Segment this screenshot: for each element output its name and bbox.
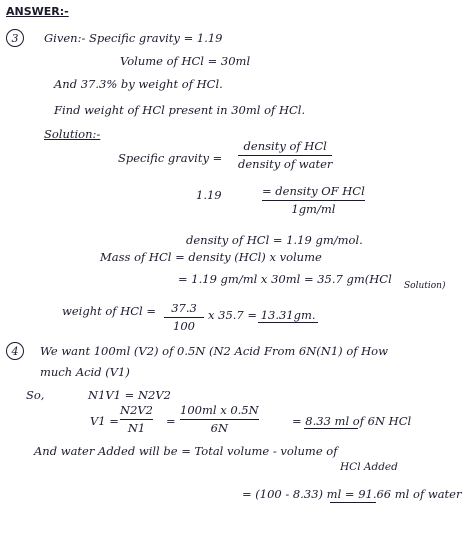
result-underline (330, 502, 376, 503)
fraction-denominator: density of water (238, 156, 333, 171)
fraction-bar (180, 419, 259, 420)
weight-label: weight of HCl = (62, 304, 157, 318)
solution-label: Solution:- (44, 127, 101, 141)
given-volume: Volume of HCl = 30ml (120, 54, 251, 68)
value-1-19: 1.19 (196, 188, 222, 202)
fraction-bar (120, 419, 153, 420)
mass-calculation: = 1.19 gm/ml x 30ml = 35.7 gm(HCl (178, 272, 392, 286)
density-result: density of HCl = 1.19 gm/mol. (186, 233, 363, 247)
fraction-denominator: 1gm/ml (291, 201, 336, 216)
v1-result: = 8.33 ml of 6N HCl (292, 414, 412, 428)
question-3-number: 3 (6, 29, 24, 47)
fraction-numerator: 100ml x 0.5N (180, 403, 259, 417)
fraction-denominator: 100 (173, 318, 195, 333)
final-answer: = (100 - 8.33) ml = 91.66 ml of water (242, 487, 462, 501)
calc-fraction (180, 404, 259, 434)
fraction-bar (238, 155, 332, 156)
specific-gravity-label: Specific gravity = (118, 151, 223, 165)
question-4-number: 4 (6, 342, 24, 360)
fraction-bar (164, 317, 204, 318)
fraction-numerator: = density OF HCl (262, 184, 365, 198)
fraction-numerator: 37.3 (171, 301, 197, 315)
result-underline (304, 428, 358, 429)
fraction-numerator: density of HCl (243, 139, 327, 153)
specific-gravity-fraction (238, 140, 332, 170)
find-statement: Find weight of HCl present in 30ml of HCl. (54, 103, 306, 117)
answer-header: ANSWER:- (6, 5, 69, 18)
given-specific-gravity: Given:- Specific gravity = 1.19 (44, 31, 223, 45)
q4-statement-line1: We want 100ml (V2) of 0.5N (N2 Acid From 6N(N1) of How (40, 344, 388, 358)
fraction-bar (262, 200, 365, 201)
fraction-denominator: N1 (127, 420, 146, 435)
q4-statement-line2: much Acid (V1) (40, 365, 130, 379)
result-underline (258, 322, 318, 323)
fraction-denominator: 6N (210, 420, 229, 435)
mass-note: Solution) (404, 281, 446, 291)
weight-fraction (164, 302, 204, 332)
weight-result: x 35.7 = 13.31gm. (208, 308, 316, 322)
mass-formula: Mass of HCl = density (HCl) x volume (100, 250, 322, 264)
water-added-statement: And water Added will be = Total volume - volume of (34, 444, 338, 458)
given-weight-percent: And 37.3% by weight of HCl. (54, 77, 223, 91)
so-label: So, (26, 388, 45, 402)
v1-fraction (120, 404, 153, 434)
density-ratio-fraction (262, 185, 365, 215)
normality-equation: N1V1 = N2V2 (88, 388, 171, 402)
fraction-numerator: N2V2 (120, 403, 154, 417)
v1-label: V1 = (90, 414, 119, 428)
water-added-statement-sub: HCl Added (340, 461, 398, 473)
